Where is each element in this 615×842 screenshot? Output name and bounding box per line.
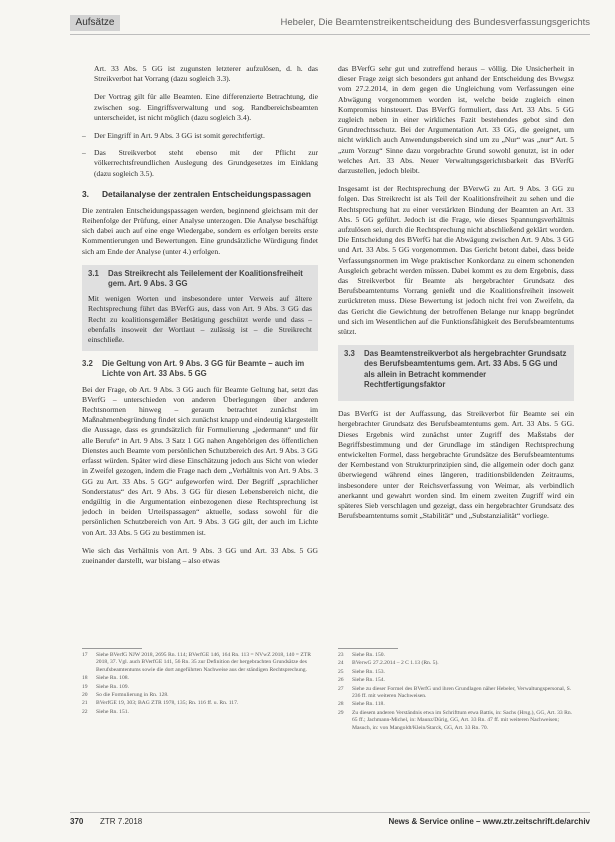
footnote-text: Siehe Rn. 151. bbox=[96, 708, 129, 715]
footnote bbox=[338, 652, 574, 659]
paragraph: Art. 33 Abs. 5 GG ist zugunsten letzterer aufzulösen, d. h. das Streikverbot hat Vorrang (dazu sogleich 3.3). bbox=[94, 64, 318, 84]
footnote-text: Siehe Rn. 109. bbox=[96, 683, 129, 690]
footnote bbox=[82, 652, 318, 674]
footnote-text: BVerfGE 19, 303; BAG ZTR 1978, 135; Rn. 116 ff. u. Rn. 117. bbox=[96, 700, 239, 707]
footnote bbox=[338, 686, 574, 701]
subsection-number: 3.1 bbox=[88, 268, 99, 278]
footnote-number: 22 bbox=[82, 708, 88, 715]
footnote bbox=[82, 692, 318, 699]
list-item bbox=[82, 131, 318, 141]
section-number: 3. bbox=[82, 188, 89, 199]
subsection-heading bbox=[82, 359, 318, 379]
subsection-number: 3.3 bbox=[344, 349, 355, 359]
page-footer bbox=[70, 812, 590, 827]
footnotes-right bbox=[338, 648, 574, 733]
footnote-number: 18 bbox=[82, 675, 88, 682]
paragraph: Wie sich das Verhältnis von Art. 9 Abs. 3 GG und Art. 33 Abs. 5 GG zueinander darstellt, war bislang – also etwas bbox=[82, 545, 318, 565]
footnote bbox=[338, 669, 574, 676]
footnote-number: 17 bbox=[82, 652, 88, 658]
footnote bbox=[338, 701, 574, 708]
subsection-title: Die Geltung von Art. 9 Abs. 3 GG für Beamte – auch im Lichte von Art. 33 Abs. 5 GG bbox=[102, 359, 305, 379]
right-column bbox=[338, 64, 574, 529]
highlight-box bbox=[338, 345, 574, 401]
footnote-text: So die Formulierung in Rn. 128. bbox=[96, 692, 169, 699]
footnote-number: 20 bbox=[82, 692, 88, 699]
footnote-number: 24 bbox=[338, 660, 344, 667]
paragraph: Das BVerfG ist der Auffassung, das Streikverbot für Beamte sei ein hergebrachter Grundsatz des Berufsbeamtentums gem. Art. 33 Abs. 5 GG. Dieses Ergebnis wird zunächst unter Zugriff des Maßstabs der Begriffsbestimmung und der Grundlage im ständigen Rechtsprechung entwickelten Formel, dass hergebrachte Grundsätze des Berufsbeamtentums der Kernbestand von Strukturprinzipien sind, die allgemein oder doch ganz überwiegend während eines längeren, traditionsbildenden Zeitraums, insbesondere unter der Reichsverfassung von Weimar, als verbindlich anerkannt und gewahrt worden sind. Im einem zweiten Zugriff wird ein späteres Sieb verschlagen und gezeigt, dass ein hergebrachter Grundsatz des Berufsbeamtentums somit „Stabilität“ und „Substanzialität“ vorliege. bbox=[338, 409, 574, 521]
footnote-number: 21 bbox=[82, 700, 88, 707]
footnote-text: Siehe Rn. 108. bbox=[96, 675, 129, 682]
footnote bbox=[82, 709, 318, 716]
footnote-text: Zu diesem anderen Verständnis etwa im Schrifttum etwa Battis, in: Sachs (Hrsg.), GG, Art. 33 Rn. 65 ff.; Jachmann-Michel, in: Maunz/Dürig, GG, Art. 33 Rn. 47 ff. mit weiteren Nachweisen; Masuch, in: von Mangoldt/Klein/Starck, GG, Art. 33 Rn. 70. bbox=[352, 709, 573, 731]
section-title: Detailanalyse der zentralen Entscheidungspassagen bbox=[102, 188, 311, 199]
footnote-text: Siehe Rn. 118. bbox=[352, 701, 385, 708]
footnote bbox=[338, 710, 574, 732]
left-column bbox=[82, 64, 318, 574]
paragraph: das BVerfG sehr gut und zutreffend heraus – völlig. Die Unsicherheit in dieser Frage zeigt sich besonders gut anhand der Entscheidung des Bvwgsz vom 27.2.2014, in dem gegen die Ungleichung vom Verfassungen eine Abwägung vorgenommen worden ist, welche beide zugleich einen Kompromiss hinsteuert. Das BVerfG formuliert, dass Art. 33 Abs. 5 GG zugleich neben in einer wirkliches Fazit bestehendes gebot sind den Grundrechtsschutz. Bei der Argumentation Art. 33 GG, die geeignet, um nicht wirklich auch Anwendungsbereich sind um zu „Nur“ was „nur“ Art. 5 „zum Vorzug“ Sinne dazu vorgebrachte Grund sowohl genutzt, ist in oder welches Art. 33 Abs. Neuer Verwaltungsgerichtsbarkeit das BVerfG darzustellen, jedoch bleibt. bbox=[338, 64, 574, 176]
running-title: Hebeler, Die Beamtenstreikentscheidung des Bundesverfassungsgerichts bbox=[280, 17, 590, 28]
footnote-number: 27 bbox=[338, 685, 344, 692]
subsection-title: Das Streikrecht als Teilelement der Koalitionsfreiheit gem. Art. 9 Abs. 3 GG bbox=[108, 268, 303, 289]
footnote-text: Siehe Rn. 153. bbox=[352, 668, 385, 675]
footnote-number: 29 bbox=[338, 709, 344, 716]
page-header bbox=[70, 12, 590, 35]
footnote bbox=[82, 684, 318, 691]
footnote bbox=[82, 675, 318, 682]
subsection-heading bbox=[88, 269, 312, 289]
footnote-text: Siehe BVerfG NJW 2018, 2695 Rn. 114; BVerfGE 146, 164 Rn. 113 = NVwZ 2018, 140 = ZTR 2018, 37. Vgl. auch BVerfGE 141, 56 Rn. 35 zur Definition der hergebrachten Grundsätze des Berufsbeamtentums sowie die dort angeführten Nachweise aus der ständigen Rechtsprechung. bbox=[96, 652, 311, 673]
list-item-text: Das Streikverbot steht ebenso mit der Pflicht zur völkerrechtsfreundlichen Auslegung des Grundgesetzes im Einklang (dazu sogleich 3.5). bbox=[94, 148, 318, 178]
footnote-rule bbox=[338, 648, 398, 649]
page-number: 370 bbox=[70, 817, 84, 826]
footnote-text: Siehe Rn. 154. bbox=[352, 677, 385, 684]
footnote-text: Siehe Rn. 150. bbox=[352, 652, 385, 658]
footnote bbox=[338, 677, 574, 684]
subsection-heading bbox=[344, 349, 568, 390]
list-item-text: Der Eingriff in Art. 9 Abs. 3 GG ist somit gerechtfertigt. bbox=[94, 131, 265, 141]
paragraph: Insgesamt ist der Rechtsprechung der BVerwG zu Art. 9 Abs. 3 GG zu folgen. Das Streikrecht ist als Teil der Koalitionsfreiheit zu sehen und die Rechtsprechung hat zu einer verstärkten Bindung der Beamten an Art. 33 Abs. 5 GG geführt. Jedoch ist die Frage, wie dieses Spannungsverhältnis aufzulösen sei, durch die Rechtsprechung nicht abschließend geklärt worden. Die Entscheidung des BVerfG hat die Abwägung zwischen Art. 9 Abs. 3 GG und Art. 33 Abs. 5 GG vorgenommen. Das Gericht betont dabei, dass beide Verfassungsnormen im Wege praktischer Konkordanz zu einem schonenden Ausgleich gebracht werden müssen. Dabei kommt es zu dem Ergebnis, dass das Streikverbot für Beamte als hergebrachter Grundsatz des Berufsbeamtentums Vorrang genießt und die Koalitionsfreiheit insoweit zurücktreten muss. Diese Bewertung ist jedoch nicht frei von Zweifeln, da das Gericht die Gewichtung der betroffenen Belange nur knapp begründet und sich im Wesentlichen auf die Funktionsfähigkeit des Berufsbeamtentums stützt. bbox=[338, 184, 574, 337]
footnote-number: 19 bbox=[82, 683, 88, 690]
footnote-number: 25 bbox=[338, 668, 344, 675]
footnote-text: BVerwG 27.2.2014 – 2 C 1.13 (Rn. 5). bbox=[352, 660, 439, 667]
highlight-box bbox=[82, 265, 318, 351]
footnote bbox=[338, 660, 574, 667]
subsection-number: 3.2 bbox=[82, 359, 93, 369]
section-tag: Aufsätze bbox=[70, 15, 120, 31]
dash-bullet: – bbox=[82, 131, 86, 141]
paragraph: Die zentralen Entscheidungspassagen werden, beginnend gleichsam mit der Reihenfolge der Prüfung, einer Analyse unterzogen. Die Analyse beschäftigt sich dabei auch auf eine enge Wiedergabe, sondern es erfolgen bereits erste Kommentierungen und Bewertungen. Eine grundsätzliche Würdigung findet sich am Ende der Analyse (unter 4.) erfolgen. bbox=[82, 205, 318, 256]
footnote-number: 26 bbox=[338, 677, 344, 684]
service-link[interactable]: News & Service online – www.ztr.zeitschrift.de/archiv bbox=[388, 817, 590, 826]
footnote-number: 28 bbox=[338, 701, 344, 708]
footnote-text: Siehe zu dieser Formel des BVerfG und ihren Grundlagen näher Hebeler, Verwaltungspersonal, S. 236 ff. mit weiteren Nachweisen. bbox=[352, 685, 572, 700]
subsection-title: Das Beamtenstreikverbot als hergebrachter Grundsatz des Berufsbeamtentums gem. Art. 33 Abs. 5 GG und als allein in Betracht kommender Rechtfertigungsfaktor bbox=[364, 349, 567, 389]
section-heading bbox=[82, 189, 318, 200]
paragraph: Der Vortrag gilt für alle Beamten. Eine differenzierte Betrachtung, die zwischen sog. Eingriffsverwaltung und sog. Randbereichsbeamten unterscheidet, ist nicht möglich (dazu sogleich 3.4). bbox=[94, 92, 318, 122]
paragraph: Bei der Frage, ob Art. 9 Abs. 3 GG auch für Beamte Geltung hat, setzt das BVerfG – unterschieden von anderen Überlegungen über anderen Rechtsnormen hinweg – geraum betrachtet zunächst im Maßnahmenbegründung findet sich zunächst knapp und eindeutig klargestellt die Aussage, dass es grundsätzlich für Formulierung „jedermann“ und für alle Berufe“ in Art. 9 Abs. 3 Satz 1 GG nahen Angehörigen des öffentlichen Dienstes auch Beamte vom persönlichen Schutzbereich des Art. 9 Abs. 3 GG erfasst würden. Später wird diese Einschätzung jedoch aus Sicht von wieder in Zweifel gezogen, indem die Frage nach dem „Verhältnis von Art. 9 Abs. 3 GG zu Art. 33 Abs. 5 GG“ aufgeworfen wird. Der Begriff „sprachlicher Sonderstatus“ des Art. 9 Abs. 3 GG für diesen Lebensbereich nicht, die endgültig in die Argumentation einbezogenen diese Rechtsprechung ist jedoch in beiden Urteilspassagen“ aktuelle, sodass sowohl für die persönlichen Schutzbereich von Art. 9 Abs. 3 GG gilt, der auch im Lichte von Art. 33 Abs. 5 GG zu bestimmen ist. bbox=[82, 384, 318, 537]
list-item bbox=[82, 148, 318, 179]
footnote bbox=[82, 700, 318, 707]
footnotes-left bbox=[82, 648, 318, 717]
journal-issue: ZTR 7.2018 bbox=[100, 817, 143, 826]
dash-bullet: – bbox=[82, 148, 86, 158]
footnote-number: 23 bbox=[338, 652, 344, 658]
paragraph: Mit wenigen Worten und insbesondere unter Verweis auf ältere Rechtsprechung führt das BVerfG aus, dass von Art. 9 Abs. 3 GG das Recht zu koalitionsgemäßer Betätigung geschützt werde und dass – ebenfalls insoweit der Wortlaut – zulässig ist – die Streikrecht einschließe. bbox=[88, 294, 312, 345]
footnote-rule bbox=[82, 648, 142, 649]
